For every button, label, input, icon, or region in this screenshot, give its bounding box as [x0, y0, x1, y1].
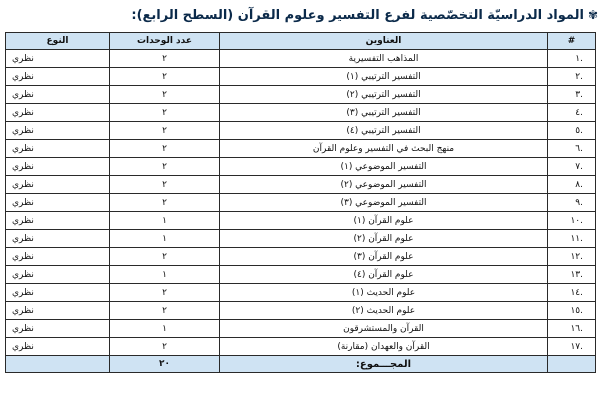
table-row — [6, 230, 596, 248]
row-number: .٨ — [548, 176, 596, 194]
table-row — [6, 140, 596, 158]
page-title-text: المواد الدراسيّة التخصّصية لفرع التفسير وعلوم القرآن (السطح الرابع): — [131, 7, 584, 23]
row-title: منهج البحث في التفسير وعلوم القرآن — [220, 140, 548, 158]
row-units: ٢ — [110, 248, 220, 266]
table-row — [6, 320, 596, 338]
row-type: نظري — [6, 50, 110, 68]
table-row — [6, 338, 596, 356]
row-units: ٢ — [110, 140, 220, 158]
table-row — [6, 176, 596, 194]
row-number: .٢ — [548, 68, 596, 86]
row-number: .١٧ — [548, 338, 596, 356]
row-units: ٢ — [110, 68, 220, 86]
table-row — [6, 122, 596, 140]
row-title: علوم الحديث (٢) — [220, 302, 548, 320]
row-type: نظري — [6, 230, 110, 248]
row-title: التفسير الترتيبي (٤) — [220, 122, 548, 140]
row-number: .١٠ — [548, 212, 596, 230]
table-row — [6, 284, 596, 302]
row-units: ١ — [110, 230, 220, 248]
row-title: التفسير الترتيبي (١) — [220, 68, 548, 86]
row-type: نظري — [6, 86, 110, 104]
row-units: ١ — [110, 266, 220, 284]
row-number: .٧ — [548, 158, 596, 176]
table-row — [6, 212, 596, 230]
row-title: التفسير الموضوعي (٢) — [220, 176, 548, 194]
table-row — [6, 68, 596, 86]
row-units: ٢ — [110, 158, 220, 176]
row-title: القرآن والعهدان (مقارنة) — [220, 338, 548, 356]
row-type: نظري — [6, 176, 110, 194]
row-number: .١٥ — [548, 302, 596, 320]
row-number: .١١ — [548, 230, 596, 248]
total-empty-cell — [6, 356, 110, 373]
row-units: ٢ — [110, 86, 220, 104]
row-type: نظري — [6, 266, 110, 284]
row-units: ٢ — [110, 194, 220, 212]
row-title: علوم القرآن (٢) — [220, 230, 548, 248]
page-title — [0, 4, 600, 26]
row-units: ٢ — [110, 284, 220, 302]
total-label: المجـــموع: — [220, 356, 548, 373]
row-title: التفسير الترتيبي (٢) — [220, 86, 548, 104]
flower-bullet-icon: ✾ — [587, 8, 598, 22]
row-number: .٤ — [548, 104, 596, 122]
row-title: علوم القرآن (٤) — [220, 266, 548, 284]
row-type: نظري — [6, 302, 110, 320]
table-header-row — [6, 33, 596, 50]
row-title: التفسير الموضوعي (١) — [220, 158, 548, 176]
row-number: .٣ — [548, 86, 596, 104]
row-number: .١٣ — [548, 266, 596, 284]
row-title: علوم القرآن (٣) — [220, 248, 548, 266]
row-title: علوم الحديث (١) — [220, 284, 548, 302]
row-type: نظري — [6, 338, 110, 356]
row-title: التفسير الترتيبي (٣) — [220, 104, 548, 122]
row-number: .٦ — [548, 140, 596, 158]
row-title: المذاهب التفسيرية — [220, 50, 548, 68]
row-title: القرآن والمستشرقون — [220, 320, 548, 338]
row-units: ١ — [110, 212, 220, 230]
row-type: نظري — [6, 68, 110, 86]
total-units: ٢٠ — [110, 356, 220, 373]
row-units: ٢ — [110, 50, 220, 68]
table-row — [6, 86, 596, 104]
row-number: .٥ — [548, 122, 596, 140]
row-number: .١٤ — [548, 284, 596, 302]
total-empty-cell — [548, 356, 596, 373]
courses-table — [5, 32, 596, 373]
row-type: نظري — [6, 194, 110, 212]
row-type: نظري — [6, 320, 110, 338]
header-title: العناوين — [220, 33, 548, 50]
row-number: .١ — [548, 50, 596, 68]
total-row — [6, 356, 596, 373]
table-row — [6, 158, 596, 176]
row-type: نظري — [6, 104, 110, 122]
row-units: ٢ — [110, 338, 220, 356]
table-row — [6, 194, 596, 212]
row-number: .١٦ — [548, 320, 596, 338]
row-type: نظري — [6, 212, 110, 230]
row-units: ٢ — [110, 302, 220, 320]
row-type: نظري — [6, 284, 110, 302]
row-number: .١٢ — [548, 248, 596, 266]
table-row — [6, 248, 596, 266]
table-row — [6, 50, 596, 68]
row-title: علوم القرآن (١) — [220, 212, 548, 230]
row-type: نظري — [6, 140, 110, 158]
header-units: عدد الوحدات — [110, 33, 220, 50]
header-number: # — [548, 33, 596, 50]
row-number: .٩ — [548, 194, 596, 212]
row-units: ٢ — [110, 122, 220, 140]
row-type: نظري — [6, 248, 110, 266]
row-units: ٢ — [110, 104, 220, 122]
row-type: نظري — [6, 158, 110, 176]
row-type: نظري — [6, 122, 110, 140]
row-title: التفسير الموضوعي (٣) — [220, 194, 548, 212]
row-units: ٢ — [110, 176, 220, 194]
row-units: ١ — [110, 320, 220, 338]
table-row — [6, 302, 596, 320]
header-type: النوع — [6, 33, 110, 50]
table-row — [6, 266, 596, 284]
table-row — [6, 104, 596, 122]
